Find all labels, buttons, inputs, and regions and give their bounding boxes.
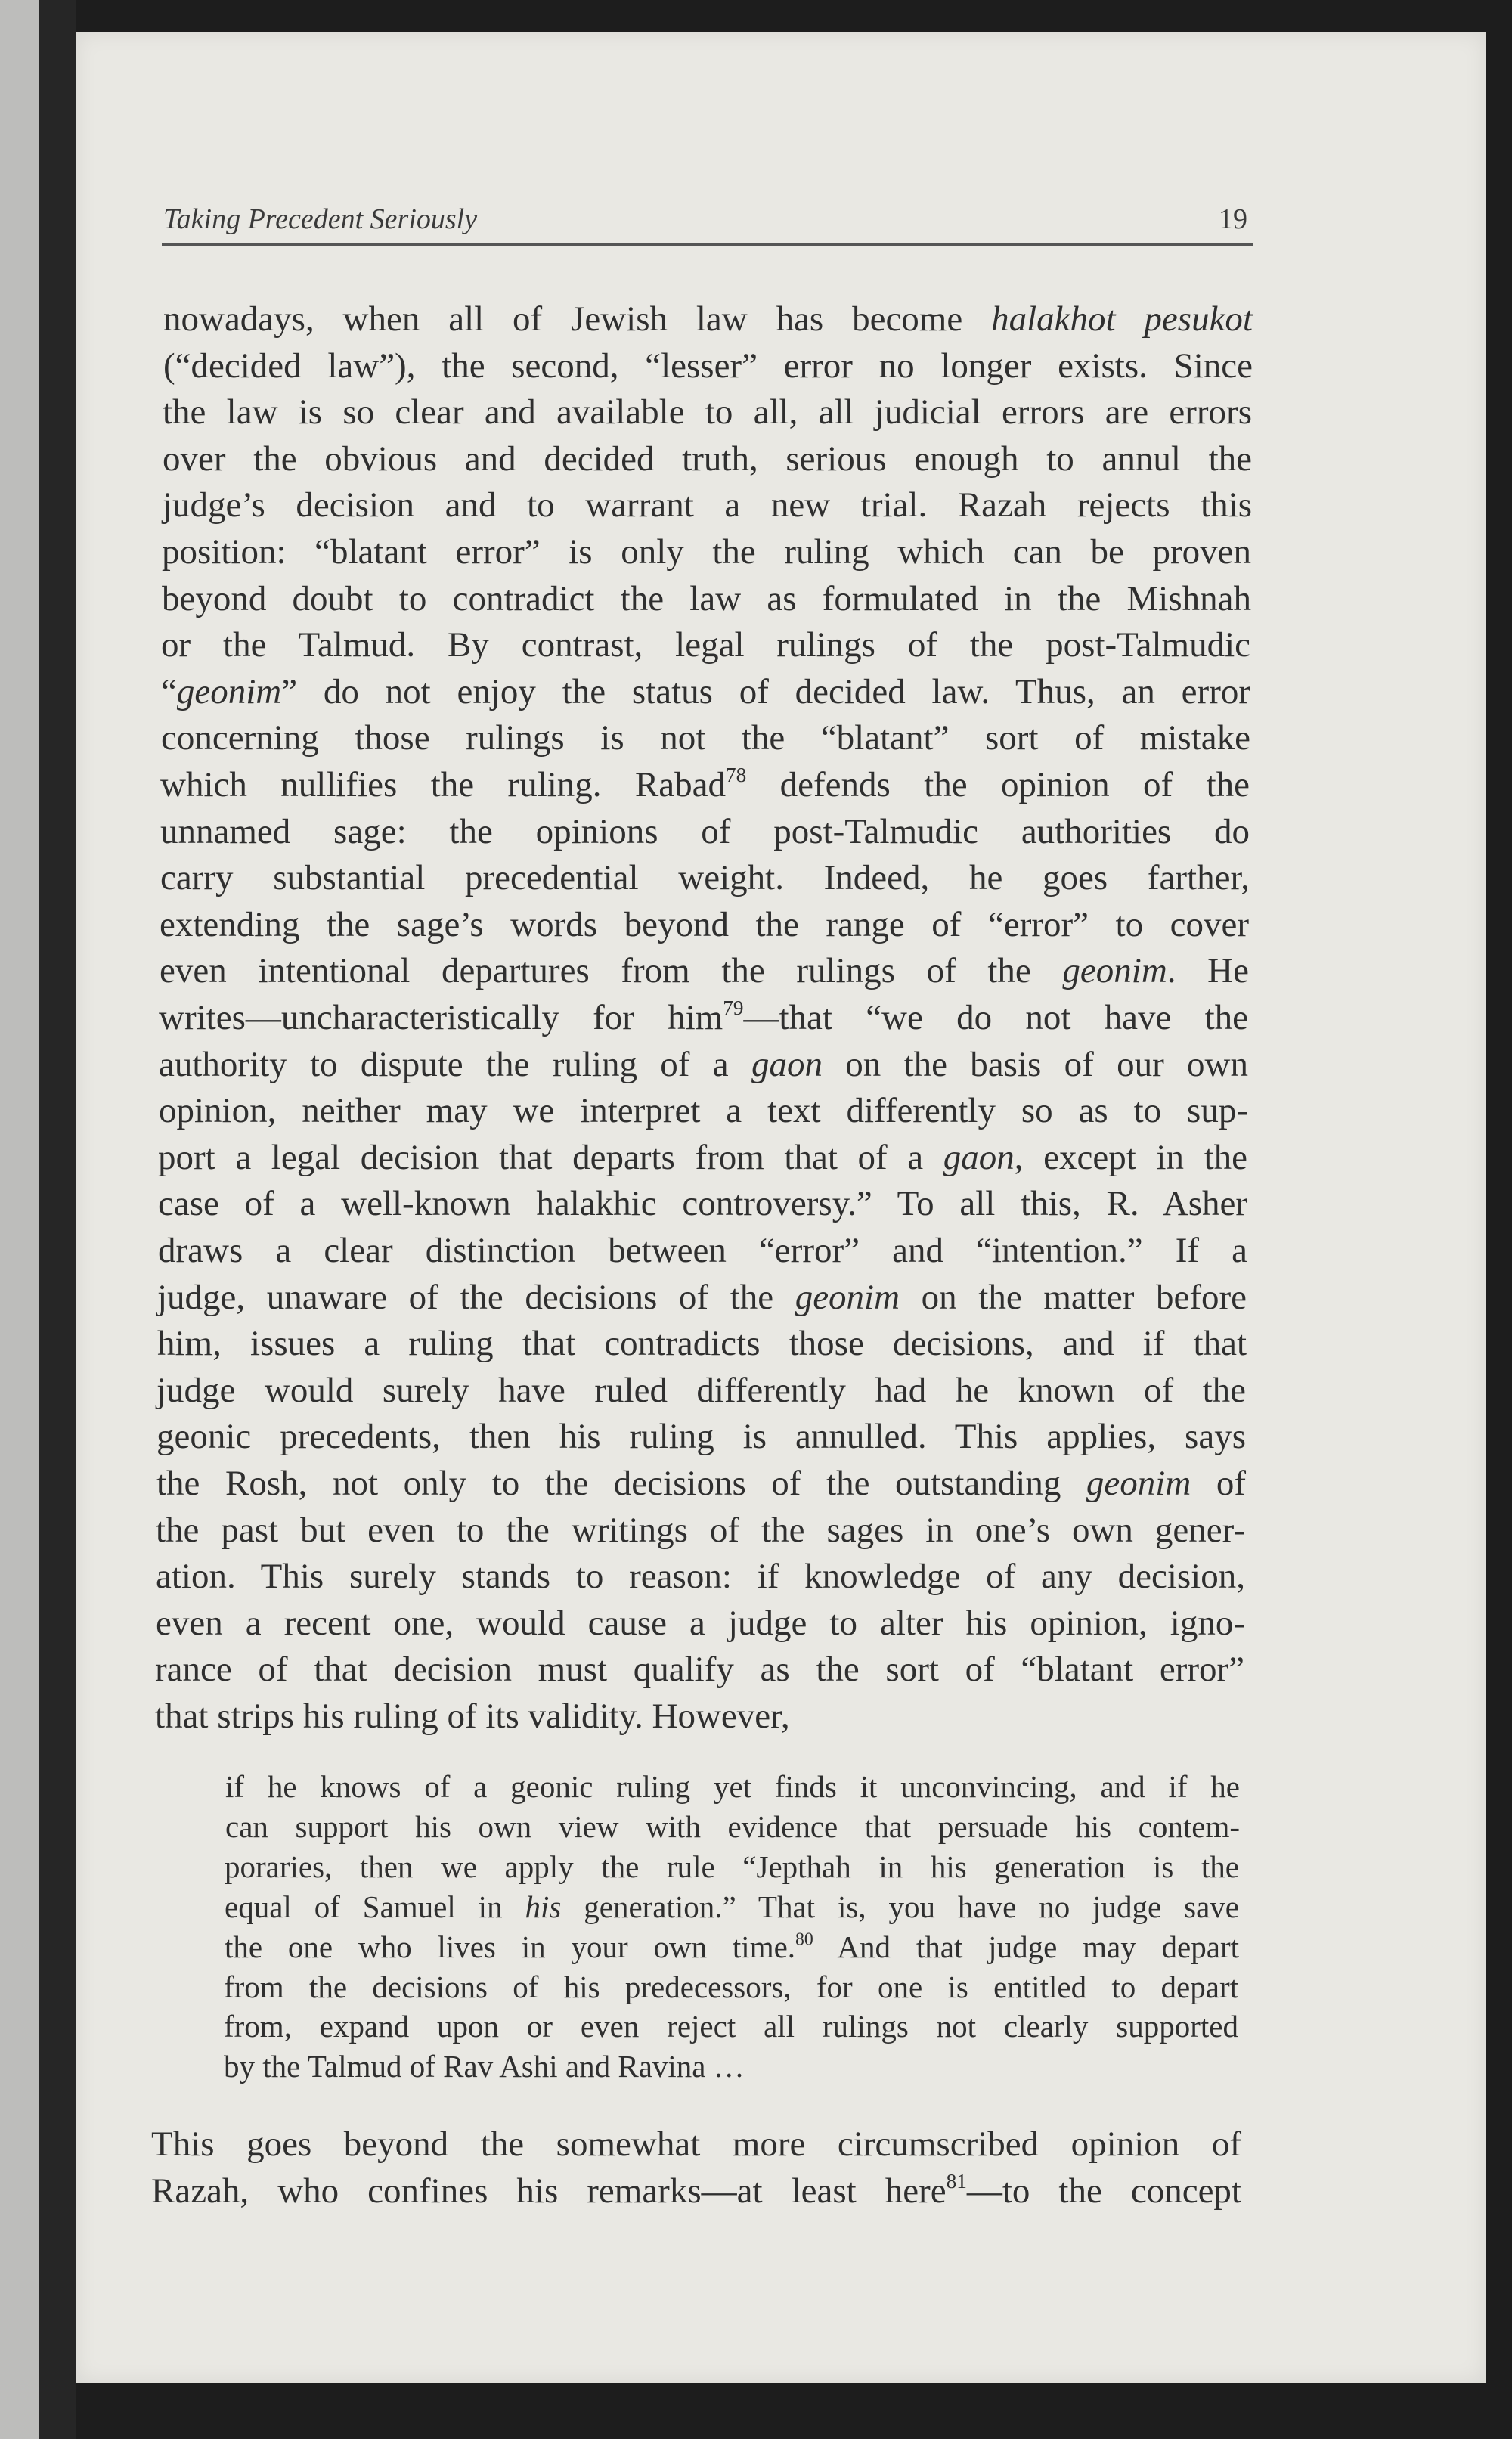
text-run: from, expand upon or even reject all rulings not clearly supported — [224, 2009, 1238, 2044]
text-run: even a recent one, would cause a judge to alter his opinion, igno- — [156, 1604, 1245, 1643]
footnote-ref: 80 — [795, 1929, 813, 1950]
text-run: writes—uncharacteristically for him — [159, 998, 723, 1037]
adjacent-page-edge — [0, 0, 39, 2439]
footnote-ref: 81 — [946, 2169, 967, 2193]
text-run: the Rosh, not only to the decisions of the outstanding — [156, 1464, 1086, 1503]
body-line — [156, 1555, 1245, 1598]
page-number: 19 — [1219, 203, 1247, 235]
body-line — [156, 1462, 1246, 1505]
text-run: —that “we do not have the — [743, 998, 1249, 1037]
text-run: “ — [161, 672, 177, 711]
text-run: Razah, who confines his remarks—at least here — [151, 2171, 947, 2211]
body-line — [160, 764, 1250, 806]
block-quote-line — [225, 1888, 1239, 1926]
text-run: if he knows of a geonic ruling yet finds it unconvincing, and if he — [225, 1769, 1240, 1804]
body-line — [163, 345, 1253, 387]
text-run: the past but even to the writings of the sages in one’s own gener- — [156, 1511, 1245, 1550]
text-run: beyond doubt to contradict the law as formulated in the Mishnah — [162, 579, 1251, 618]
text-run: defends the opinion of the — [746, 765, 1250, 804]
text-run: port a legal decision that departs from that of a — [158, 1138, 943, 1177]
text-run: draws a clear distinction between “error” and “intention.” If a — [158, 1231, 1247, 1270]
body-line — [162, 578, 1251, 620]
block-quote-line — [225, 1928, 1239, 1966]
body-line — [158, 1136, 1247, 1179]
text-run: . He — [1167, 951, 1249, 990]
text-run: can support his own view with evidence that persuade his contem- — [225, 1809, 1240, 1844]
body-line — [163, 298, 1253, 340]
block-quote-line — [225, 1808, 1240, 1846]
block-quote-line — [225, 1768, 1240, 1805]
block-quote-line — [224, 2047, 1238, 2085]
body-line — [158, 1229, 1247, 1272]
body-line — [155, 1648, 1244, 1691]
body-line — [157, 1322, 1247, 1365]
text-run: from the decisions of his predecessors, for one is entitled to depart — [224, 1969, 1238, 2004]
text-run: judge, unaware of the decisions of the — [157, 1278, 795, 1317]
text-run: This goes beyond the somewhat more circumscribed opinion of — [151, 2124, 1241, 2164]
body-line — [156, 1369, 1246, 1412]
body-line — [160, 903, 1249, 946]
body-line — [160, 810, 1250, 853]
block-quote-line — [225, 1848, 1239, 1886]
italic-term: geonim — [795, 1278, 900, 1317]
text-run: (“decided law”), the second, “lesser” error no longer exists. Since — [163, 346, 1253, 386]
body-line — [159, 1089, 1248, 1132]
text-run: , except in the — [1014, 1138, 1247, 1177]
body-line — [163, 391, 1252, 433]
text-run: by the Talmud of Rav Ashi and Ravina … — [224, 2049, 745, 2084]
body-line — [156, 1602, 1245, 1644]
text-run: of — [1191, 1464, 1247, 1503]
text-run: which nullifies the ruling. Rabad — [160, 765, 726, 804]
body-line — [162, 531, 1251, 573]
body-line — [151, 2123, 1241, 2165]
italic-term: geonim — [176, 672, 282, 711]
text-run: generation.” That is, you have no judge save — [561, 1889, 1239, 1924]
body-line — [156, 1415, 1246, 1458]
body-line — [158, 1182, 1247, 1225]
text-run: judge’s decision and to warrant a new trial. Razah rejects this — [163, 485, 1252, 525]
text-run: or the Talmud. By contrast, legal rulings of the post-Talmudic — [161, 625, 1250, 665]
text-run: And that judge may depart — [813, 1929, 1239, 1964]
body-line — [156, 1509, 1245, 1551]
italic-term: geonim — [1086, 1464, 1191, 1503]
text-run: authority to dispute the ruling of a — [159, 1045, 751, 1084]
body-line — [161, 624, 1250, 666]
body-line — [163, 484, 1252, 526]
footnote-ref: 78 — [726, 763, 747, 786]
body-line — [161, 671, 1250, 713]
footnote-ref: 79 — [723, 996, 744, 1019]
text-run: extending the sage’s words beyond the range of “error” to cover — [160, 905, 1249, 944]
body-line — [159, 1043, 1248, 1086]
body-line — [160, 857, 1250, 899]
text-run: poraries, then we apply the rule “Jepthah in his generation is the — [225, 1849, 1239, 1884]
text-run: concerning those rulings is not the “blatant” sort of mistake — [161, 718, 1250, 758]
text-run: case of a well-known halakhic controversy.” To all this, R. Asher — [158, 1184, 1247, 1223]
text-run: geonic precedents, then his ruling is annulled. This applies, says — [156, 1417, 1246, 1456]
text-run: on the basis of our own — [822, 1045, 1248, 1084]
text-run: position: “blatant error” is only the ruling which can be proven — [162, 532, 1251, 572]
text-run: —to the concept — [966, 2171, 1241, 2211]
italic-term: gaon — [751, 1045, 823, 1084]
text-run: judge would surely have ruled differently had he known of the — [156, 1371, 1246, 1410]
body-line — [163, 438, 1252, 480]
text-run: rance of that decision must qualify as the sort of “blatant error” — [155, 1650, 1244, 1689]
book-gutter — [39, 0, 76, 2439]
running-header-title: Taking Precedent Seriously — [163, 203, 478, 235]
body-line — [161, 717, 1250, 759]
italic-term: gaon — [943, 1138, 1015, 1177]
body-line — [160, 950, 1249, 992]
body-line — [155, 1695, 1244, 1737]
text-run: ation. This surely stands to reason: if knowledge of any decision, — [156, 1557, 1245, 1596]
text-run: over the obvious and decided truth, serious enough to annul the — [163, 439, 1252, 479]
text-run: nowadays, when all of Jewish law has become — [163, 299, 992, 339]
block-quote-line — [224, 1968, 1238, 2006]
text-run: opinion, neither may we interpret a text differently so as to sup- — [159, 1091, 1248, 1130]
body-line — [157, 1276, 1247, 1319]
body-line — [159, 996, 1248, 1039]
block-quote-line — [224, 2007, 1238, 2045]
text-run: carry substantial precedential weight. Indeed, he goes farther, — [160, 858, 1250, 897]
text-run: the law is so clear and available to all, all judicial errors are errors — [163, 392, 1252, 432]
text-run: equal of Samuel in — [225, 1889, 525, 1924]
italic-term: geonim — [1062, 951, 1167, 990]
text-run: him, issues a ruling that contradicts those decisions, and if that — [157, 1324, 1247, 1363]
body-line — [151, 2170, 1241, 2212]
header-rule — [162, 243, 1253, 246]
italic-term: halakhot pesukot — [991, 299, 1253, 339]
text-run: the one who lives in your own time. — [225, 1929, 796, 1964]
text-run: that strips his ruling of its validity. However, — [155, 1697, 790, 1736]
italic-term: his — [525, 1889, 562, 1924]
text-run: even intentional departures from the rulings of the — [160, 951, 1063, 990]
text-run: unnamed sage: the opinions of post-Talmudic authorities do — [160, 812, 1250, 851]
text-run: on the matter before — [900, 1278, 1247, 1317]
text-run: ” do not enjoy the status of decided law. Thus, an error — [281, 672, 1250, 711]
